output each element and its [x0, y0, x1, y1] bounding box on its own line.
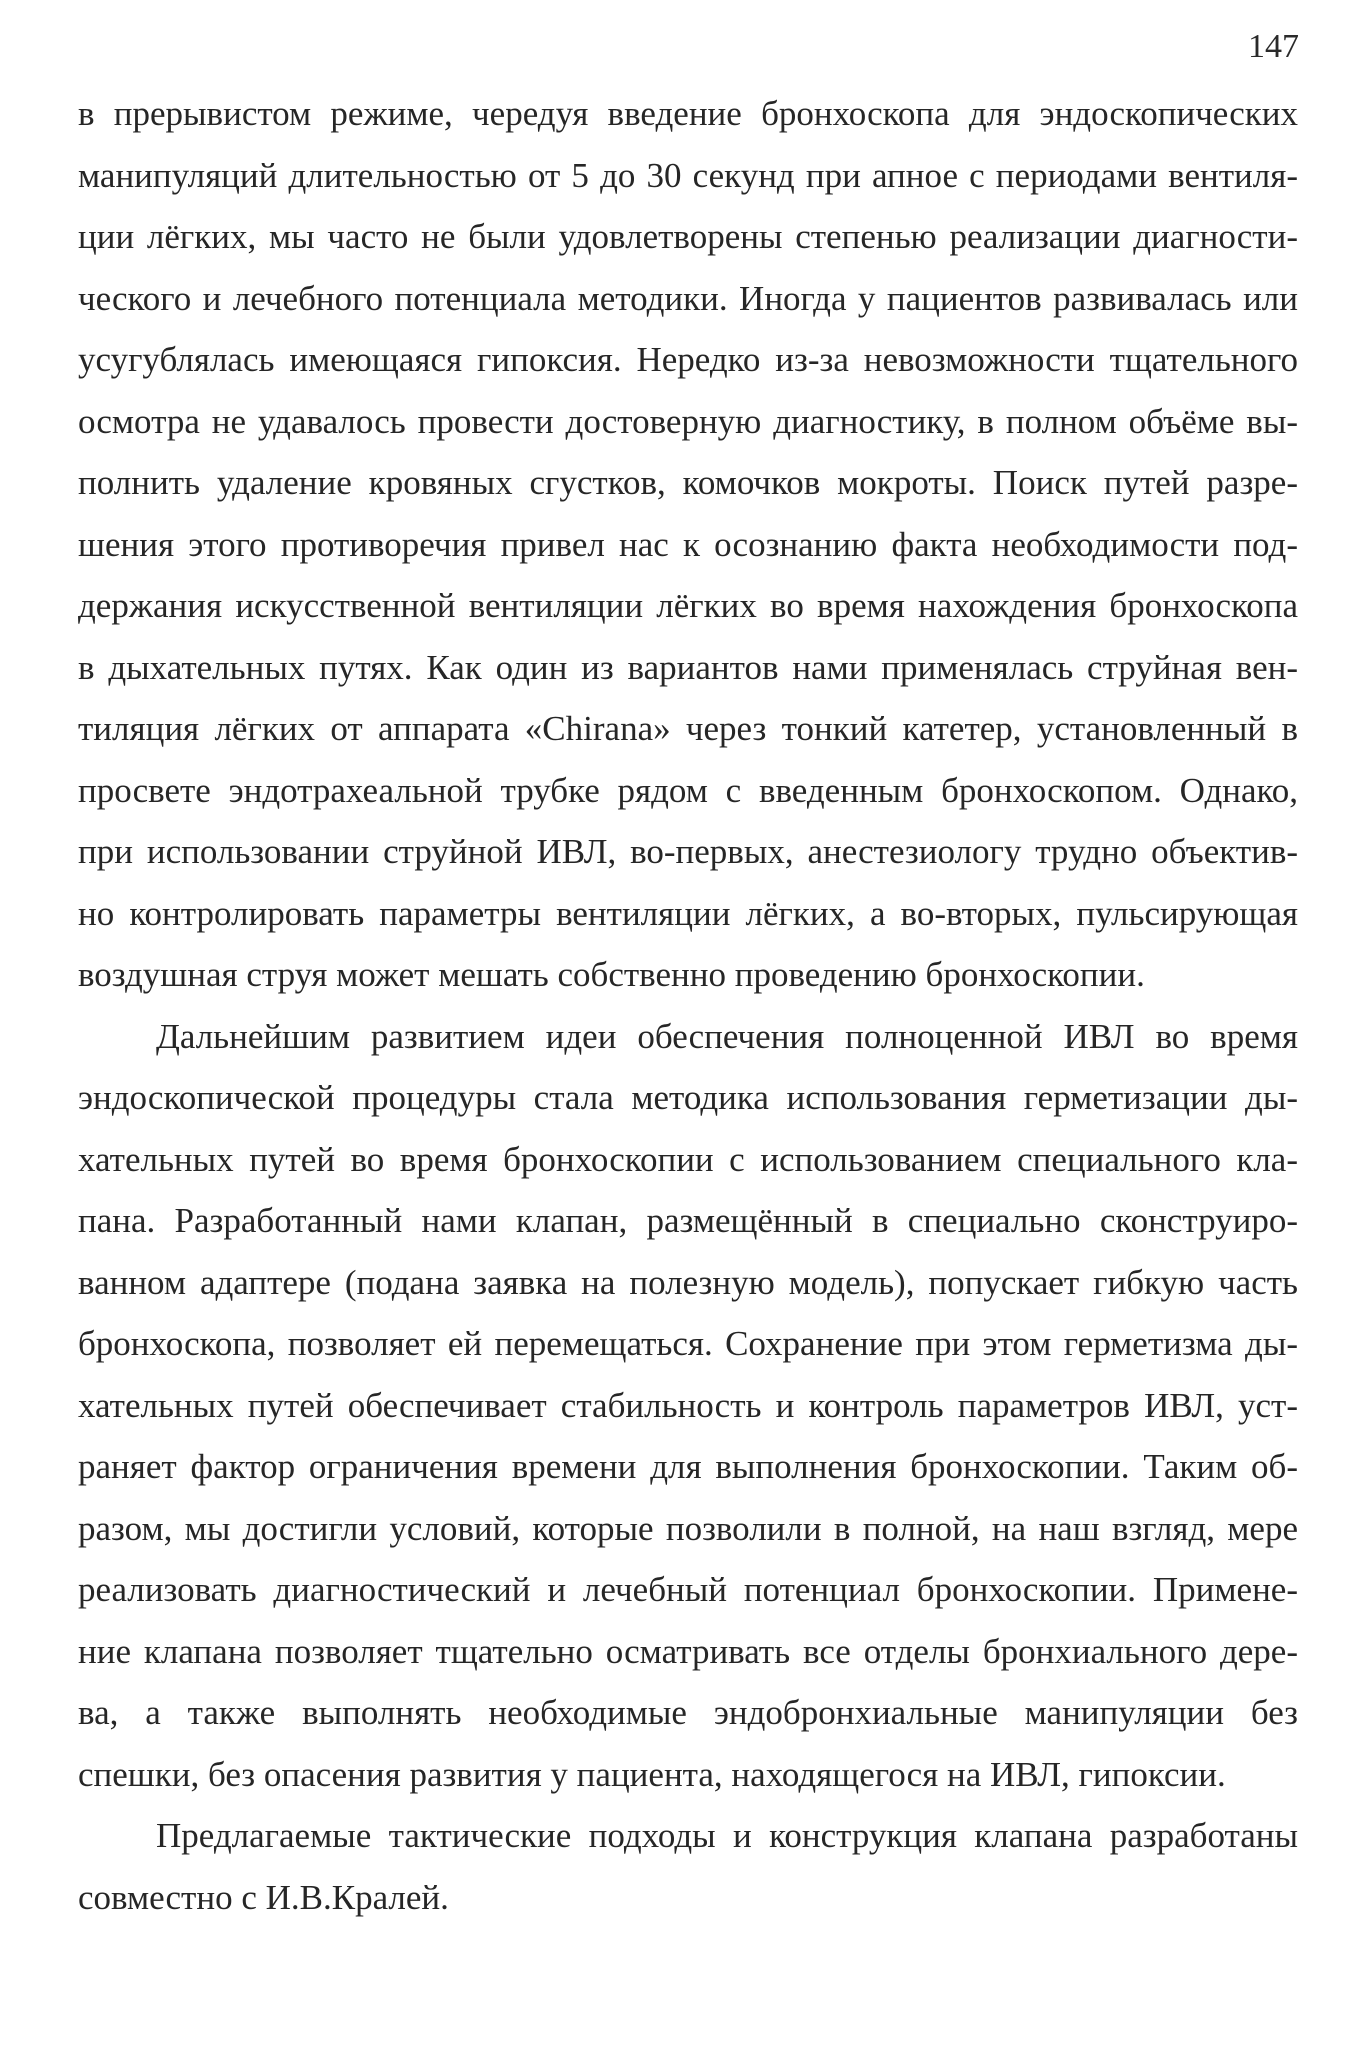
text-line: усугублялась имеющаяся гипоксия. Нередко из-за невозможности тщательного [78, 340, 1298, 379]
text-line: спешки, без опасения развития у пациента, находящегося на ИВЛ, гипоксии. [78, 1754, 1226, 1794]
text-line: держания искусственной вентиляции лёгких во время нахождения бронхоскопа [78, 586, 1298, 625]
text-line: раняет фактор ограничения времени для выполнения бронхоскопии. Таким об- [78, 1447, 1298, 1486]
text-line: просвете эндотрахеальной трубке рядом с введенным бронхоскопом. Однако, [78, 770, 1298, 810]
text-line: ва, а также выполнять необходимые эндобронхиальные манипуляции без [78, 1693, 1298, 1732]
text-line: в дыхательных путях. Как один из вариантов нами применялась струйная вен- [78, 647, 1298, 687]
paragraph-2 [78, 1006, 1298, 1806]
text-line: реализовать диагностический и лечебный потенциал бронхоскопии. Примене- [78, 1570, 1298, 1609]
text-line: хательных путей обеспечивает стабильность и контроль параметров ИВЛ, уст- [78, 1385, 1298, 1425]
text-line: ции лёгких, мы часто не были удовлетворены степенью реализации диагности- [78, 217, 1298, 256]
text-line: совместно с И.В.Кралей. [78, 1877, 449, 1917]
page-number: 147 [1248, 28, 1299, 65]
text-line: при использовании струйной ИВЛ, во-первых, анестезиологу трудно объектив- [78, 832, 1298, 871]
text-line: хательных путей во время бронхоскопии с использованием специального кла- [78, 1139, 1298, 1179]
text-line: ние клапана позволяет тщательно осматривать все отделы бронхиального дере- [78, 1631, 1298, 1671]
text-line: осмотра не удавалось провести достоверную диагностику, в полном объёме вы- [78, 401, 1298, 441]
text-line: тиляция лёгких от аппарата «Chirana» через тонкий катетер, установленный в [78, 709, 1298, 748]
text-body [78, 83, 1298, 1928]
paragraph-1 [78, 83, 1298, 1006]
text-line: Предлагаемые тактические подходы и конструкция клапана разработаны [156, 1816, 1298, 1855]
text-line: ческого и лечебного потенциала методики. Иногда у пациентов развивалась или [78, 278, 1298, 318]
text-line: Дальнейшим развитием идеи обеспечения полноценной ИВЛ во время [156, 1016, 1298, 1056]
text-line: полнить удаление кровяных сгустков, комочков мокроты. Поиск путей разре- [78, 463, 1298, 502]
text-line: ванном адаптере (подана заявка на полезную модель), попускает гибкую часть [78, 1262, 1298, 1302]
text-line: манипуляций длительностью от 5 до 30 секунд при апное с периодами вентиля- [78, 155, 1298, 195]
text-line: пана. Разработанный нами клапан, размещённый в специально сконструиро- [78, 1201, 1298, 1240]
text-line: эндоскопической процедуры стала методика использования герметизации ды- [78, 1078, 1298, 1117]
text-line: разом, мы достигли условий, которые позволили в полной, на наш взгляд, мере [78, 1508, 1298, 1548]
text-line: но контролировать параметры вентиляции лёгких, а во-вторых, пульсирующая [78, 893, 1298, 933]
paragraph-3 [78, 1805, 1298, 1928]
text-line: в прерывистом режиме, чередуя введение бронхоскопа для эндоскопических [78, 94, 1298, 133]
text-line: шения этого противоречия привел нас к осознанию факта необходимости под- [78, 524, 1298, 564]
text-line: воздушная струя может мешать собственно проведению бронхоскопии. [78, 955, 1145, 994]
text-line: бронхоскопа, позволяет ей перемещаться. Сохранение при этом герметизма ды- [78, 1324, 1298, 1363]
